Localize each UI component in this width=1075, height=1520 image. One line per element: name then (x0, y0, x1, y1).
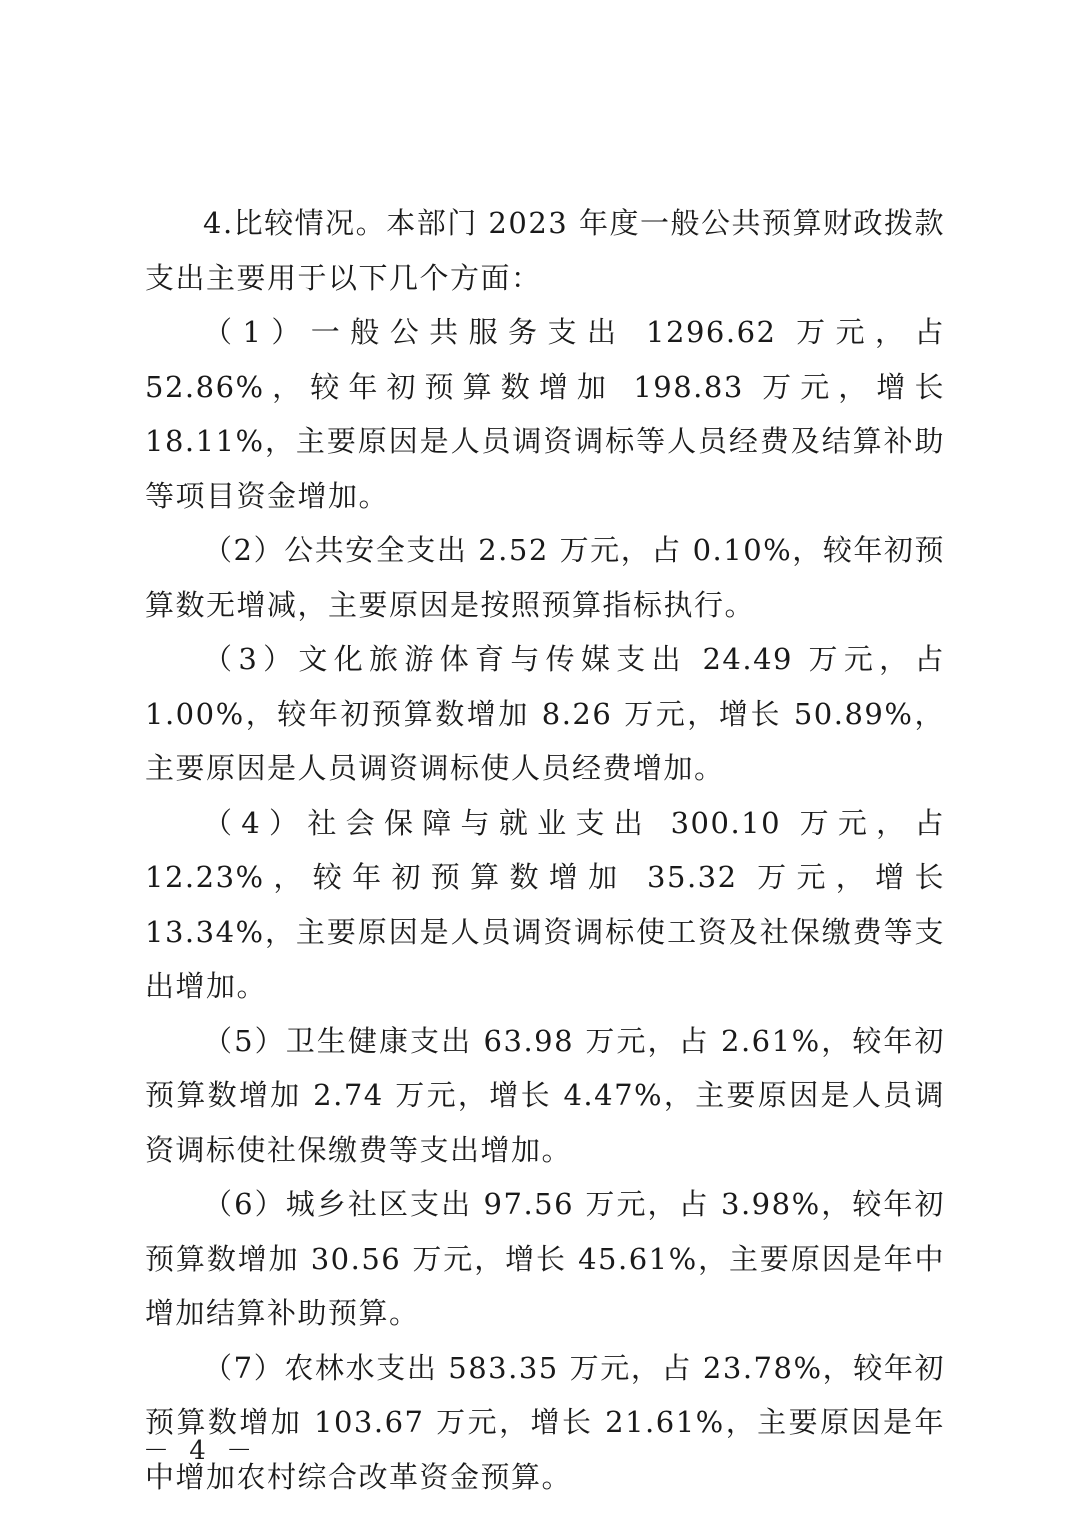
paragraph-culture-tourism-sports-media: （3）文化旅游体育与传媒支出 24.49 万元，占 1.00%，较年初预算数增加 8.26 万元，增长 50.89%，主要原因是人员调资调标使人员经费增加。 (145, 642, 945, 785)
paragraph-general-public-services: （1）一般公共服务支出 1296.62 万元，占 52.86%，较年初预算数增加 198.83 万元，增长 18.11%，主要原因是人员调资调标等人员经费及结算补助等项目资金增加。 (145, 315, 945, 513)
paragraph-comparison-intro: 4.比较情况。本部门 2023 年度一般公共预算财政拨款支出主要用于以下几个方面： (145, 206, 945, 295)
paragraph-health: （5）卫生健康支出 63.98 万元，占 2.61%，较年初预算数增加 2.74 万元，增长 4.47%，主要原因是人员调资调标使社保缴费等支出增加。 (145, 1023, 945, 1167)
paragraph-urban-rural-community: （6）城乡社区支出 97.56 万元，占 3.98%，较年初预算数增加 30.56 万元，增长 45.61%，主要原因是年中增加结算补助预算。 (145, 1187, 945, 1330)
paragraph-public-security: （2）公共安全支出 2.52 万元，占 0.10%，较年初预算数无增减，主要原因是按照预算指标执行。 (145, 533, 945, 622)
document-body (145, 196, 945, 1504)
page-number: － 4 － (143, 1436, 259, 1466)
paragraph-social-security-employment: （4）社会保障与就业支出 300.10 万元，占 12.23%，较年初预算数增加 35.32 万元，增长 13.34%，主要原因是人员调资调标使工资及社保缴费等支出增加。 (145, 805, 945, 1003)
paragraph-agriculture-forestry-water: （7）农林水支出 583.35 万元，占 23.78%，较年初预算数增加 103.67 万元，增长 21.61%，主要原因是年中增加农村综合改革资金预算。 (145, 1350, 945, 1494)
